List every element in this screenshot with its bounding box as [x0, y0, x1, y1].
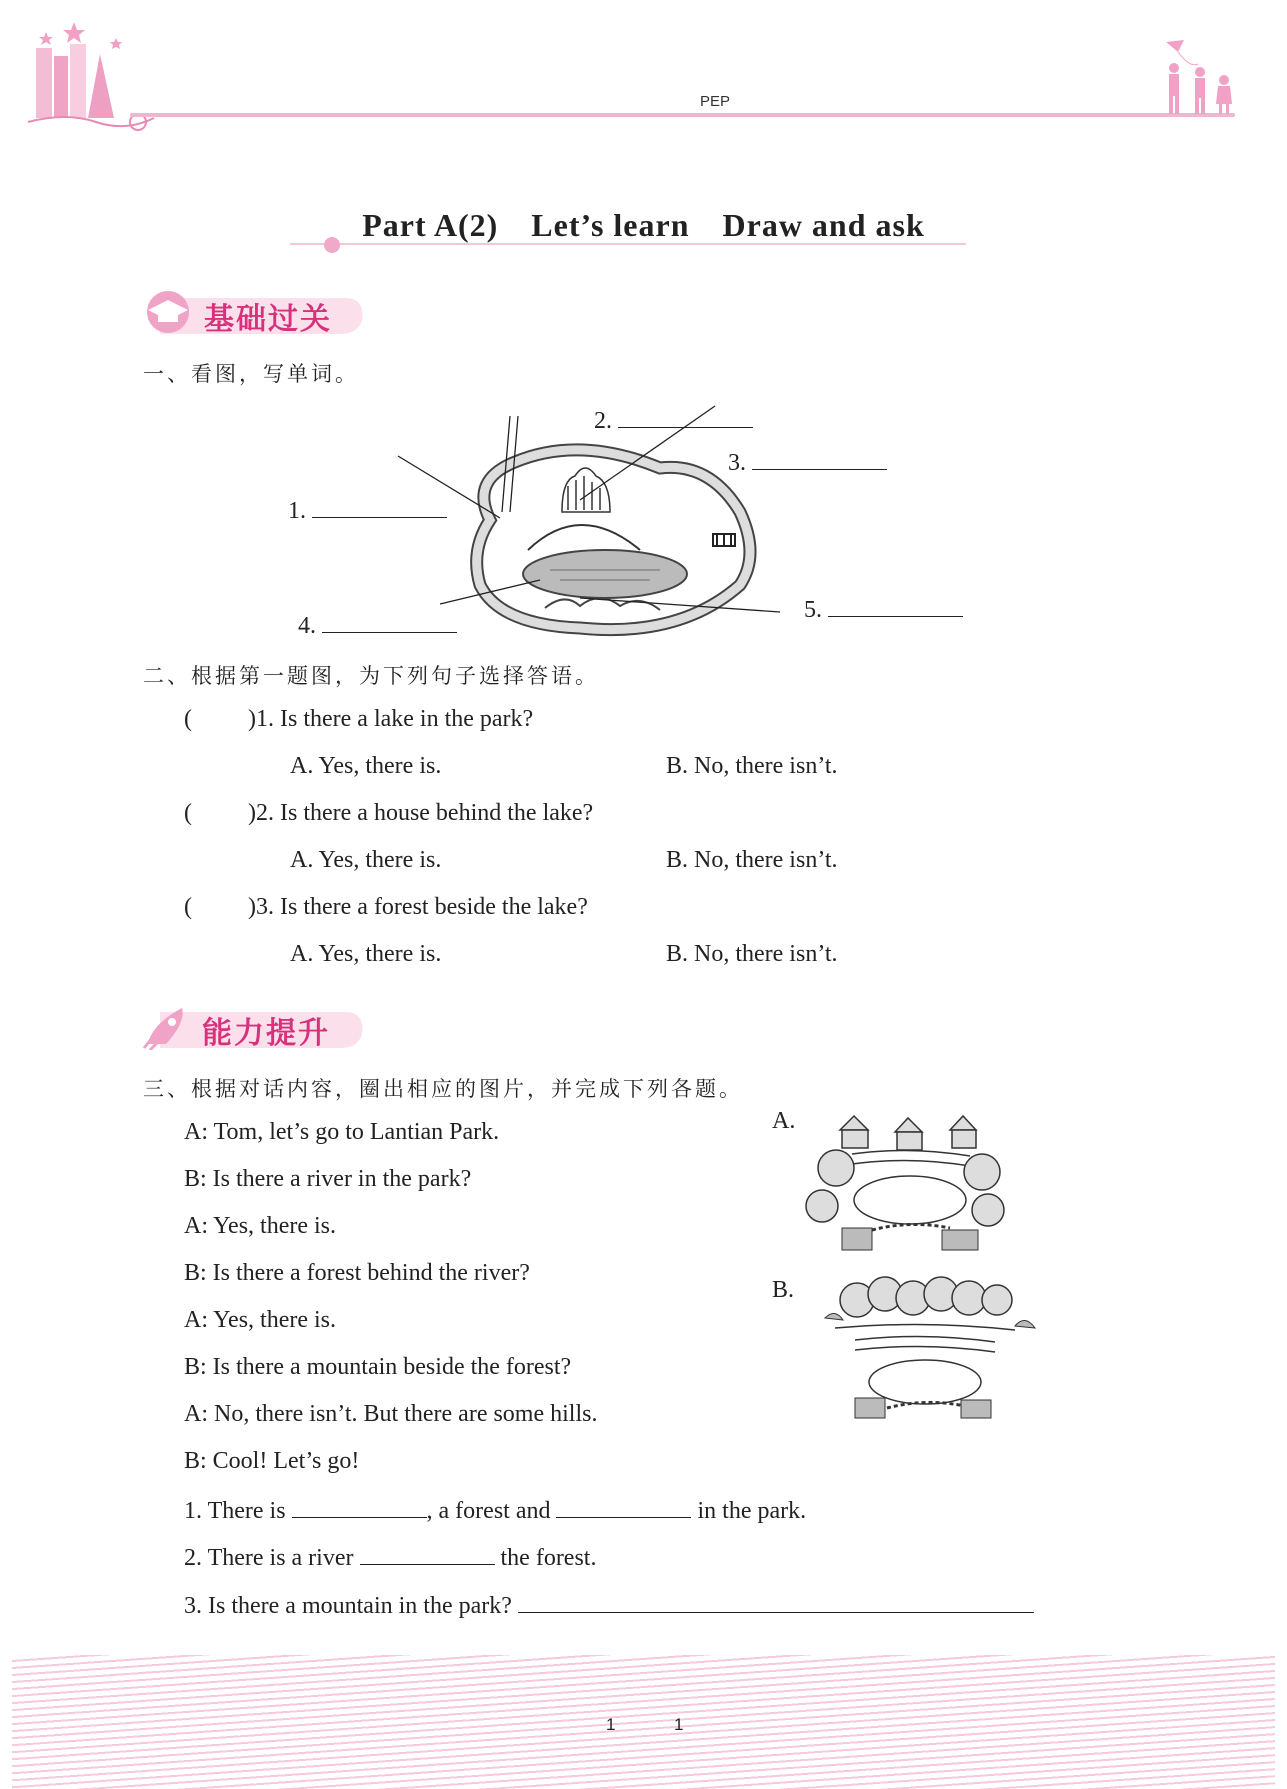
- option-b-label: B.: [772, 1277, 795, 1303]
- q2-item-1-question: )1. Is there a lake in the park?: [248, 706, 534, 732]
- dialogue-line-3: A: Yes, there is.: [184, 1213, 337, 1239]
- fill-1b-blank[interactable]: [556, 1495, 691, 1518]
- fill-sentence-3: 3. Is there a mountain in the park?: [184, 1590, 1034, 1620]
- q2-item-1-option-a[interactable]: A. Yes, there is.: [290, 753, 442, 779]
- q2-item-3-option-a[interactable]: A. Yes, there is.: [290, 941, 442, 967]
- diagram-label-5: 5.: [804, 594, 963, 624]
- q2-item-2-paren[interactable]: (: [184, 800, 192, 826]
- dialogue-line-5: A: Yes, there is.: [184, 1307, 337, 1333]
- blank-5[interactable]: [828, 594, 963, 617]
- section-basic-title: 基础过关: [204, 302, 332, 337]
- page-number-right: 1: [674, 1715, 684, 1734]
- dialogue-line-6: B: Is there a mountain beside the forest?: [184, 1354, 572, 1380]
- page-title: Part A(2) Let’s learn Draw and ask: [362, 207, 925, 243]
- diagram-label-3: 3.: [728, 447, 887, 477]
- diagram-label-4: 4.: [298, 610, 457, 640]
- q2-heading: 二、根据第一题图，为下列句子选择答语。: [143, 664, 599, 688]
- dialogue-line-8: B: Cool! Let’s go!: [184, 1448, 360, 1474]
- q2-item-3-option-b[interactable]: B. No, there isn’t.: [666, 941, 838, 967]
- q2-item-2-question: )2. Is there a house behind the lake?: [248, 800, 594, 826]
- title-underline: [290, 243, 966, 245]
- fill-3-blank[interactable]: [518, 1590, 1034, 1613]
- header-rule: [130, 113, 1235, 117]
- option-a-label: A.: [772, 1108, 796, 1134]
- fill-sentence-2: 2. There is a river the forest.: [184, 1542, 596, 1572]
- header-label: PEP: [700, 93, 731, 110]
- graduation-cap-icon: [142, 290, 194, 334]
- page-number-left: 1: [606, 1715, 616, 1734]
- fill-2-blank[interactable]: [360, 1542, 495, 1565]
- q1-heading: 一、看图，写单词。: [143, 362, 359, 386]
- dialogue-line-4: B: Is there a forest behind the river?: [184, 1260, 530, 1286]
- option-a-picture[interactable]: [800, 1108, 1015, 1253]
- bridge-icon: [713, 534, 735, 546]
- q2-item-1-paren[interactable]: (: [184, 706, 192, 732]
- q2-item-2-option-b[interactable]: B. No, there isn’t.: [666, 847, 838, 873]
- blank-2[interactable]: [618, 405, 753, 428]
- title-bullet: [324, 237, 340, 253]
- blank-3[interactable]: [752, 447, 887, 470]
- lake-shape: [523, 550, 687, 598]
- rocket-icon: [142, 1004, 194, 1050]
- children-kite-icon: [1160, 38, 1240, 118]
- dialogue-line-1: A: Tom, let’s go to Lantian Park.: [184, 1119, 500, 1145]
- q2-item-1-option-b[interactable]: B. No, there isn’t.: [666, 753, 838, 779]
- section-advanced-title: 能力提升: [202, 1016, 330, 1051]
- dialogue-line-7: A: No, there isn’t. But there are some hills.: [184, 1401, 598, 1427]
- dialogue-line-2: B: Is there a river in the park?: [184, 1166, 472, 1192]
- footer-band: [12, 1655, 1275, 1789]
- hill-shape: [528, 525, 640, 550]
- diagram-label-2: 2.: [594, 405, 753, 435]
- q2-item-3-question: )3. Is there a forest beside the lake?: [248, 894, 588, 920]
- q3-heading: 三、根据对话内容，圈出相应的图片，并完成下列各题。: [143, 1077, 743, 1101]
- blank-1[interactable]: [312, 495, 447, 518]
- q2-item-2-option-a[interactable]: A. Yes, there is.: [290, 847, 442, 873]
- option-b-picture[interactable]: [815, 1270, 1040, 1420]
- q2-item-3-paren[interactable]: (: [184, 894, 192, 920]
- blank-4[interactable]: [322, 610, 457, 633]
- diagram-label-1: 1.: [288, 495, 447, 525]
- fill-sentence-1: 1. There is , a forest and in the park.: [184, 1495, 806, 1525]
- fill-1a-blank[interactable]: [292, 1495, 427, 1518]
- forest-icon: [562, 468, 610, 512]
